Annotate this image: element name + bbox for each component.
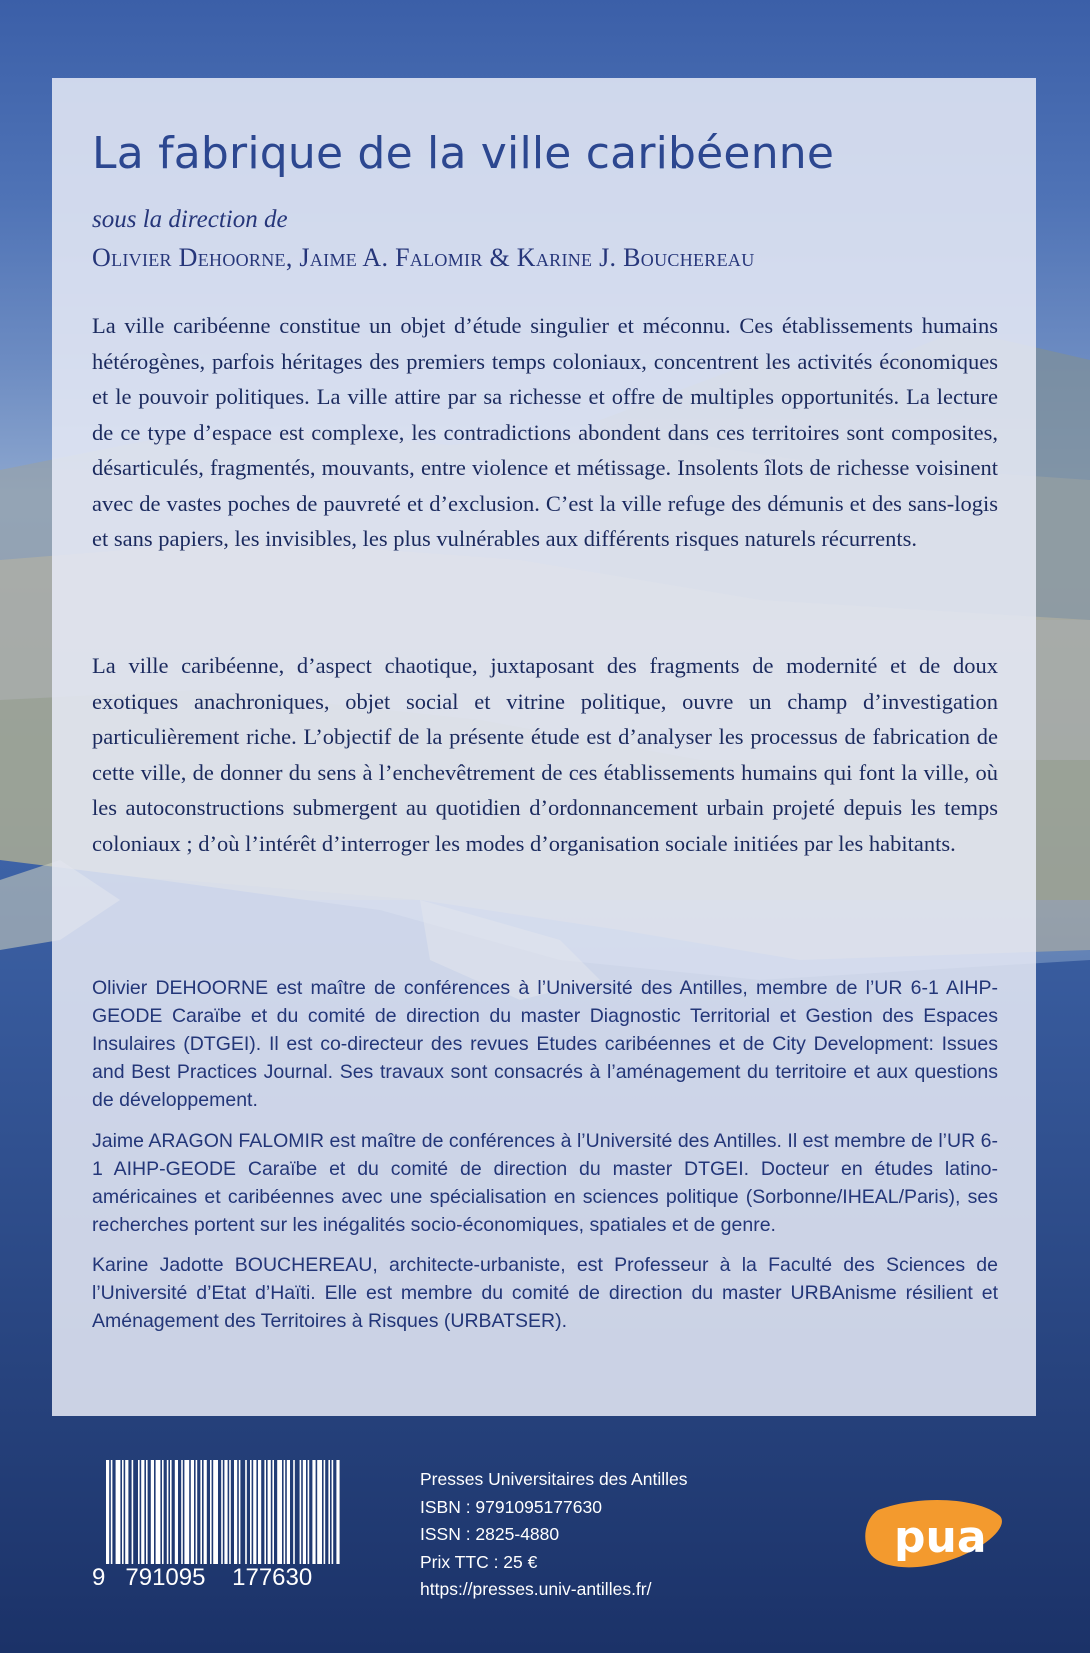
barcode-bar <box>213 1460 218 1564</box>
barcode-bar <box>106 1460 109 1564</box>
barcode-bar <box>239 1460 241 1564</box>
book-title: La fabrique de la ville caribéenne <box>92 128 835 179</box>
barcode-bar <box>336 1460 339 1564</box>
barcode-bar <box>312 1460 315 1564</box>
summary-paragraph-2: La ville caribéenne, d’aspect chaotique, juxtaposant des fragments de modernité et de doux exotiques anachroniques, objet social et vitrine politique, ouvre un champ d’investigation particulièrement riche. L’objectif de la présente étude est d’analyser les processus de fabrication de cette ville, de donner du sens à l’enchevêtrement de ces établissements humains qui font la ville, où les autoconstructions submergent au quotidien d’ordonnancement urbain projeté depuis les temps coloniaux ; d’où l’intérêt d’interroger les modes d’organisation sociale initiées par les habitants. <box>92 653 998 856</box>
barcode-digits-left: 791095 <box>125 1564 206 1591</box>
barcode-bar <box>264 1460 266 1564</box>
editors-intro: sous la direction de <box>92 206 288 233</box>
barcode-bar <box>162 1460 164 1564</box>
publisher-info <box>420 1466 687 1604</box>
barcode-bar <box>268 1460 271 1564</box>
barcode-bar <box>300 1460 302 1564</box>
barcode-bar <box>277 1460 282 1564</box>
price-line: Prix TTC : 25 € <box>420 1551 538 1572</box>
barcode-digit-first: 9 <box>92 1564 106 1591</box>
barcode-bar <box>175 1460 178 1564</box>
barcode-bar <box>204 1460 207 1564</box>
barcode-bar <box>196 1460 198 1564</box>
barcode-bar <box>181 1460 183 1564</box>
barcode-bar <box>184 1460 189 1564</box>
barcode-bar <box>200 1460 202 1564</box>
barcode-bar <box>317 1460 322 1564</box>
editors-names: Olivier Dehoorne, Jaime A. Falomir & Karine J. Bouchereau <box>92 243 755 272</box>
barcode-bar <box>170 1460 172 1564</box>
publisher-url: https://presses.univ-antilles.fr/ <box>420 1579 652 1599</box>
barcode-bar <box>293 1460 295 1564</box>
barcode-bar <box>167 1460 169 1564</box>
barcode-bar <box>122 1460 124 1564</box>
summary-paragraph-1: La ville caribéenne constitue un objet d’étude singulier et méconnu. Ces établissements humains hétérogènes, parfois héritages des premiers temps coloniaux, concentrent les activités économiques et le pouvoir politiques. La ville attire par sa richesse et offre de multiples opportunités. La lecture de ce type d’espace est complexe, les contradictions abondent dans ces territoires sont composites, désarticulés, fragmentés, mouvants, entre violence et métissage. Insolents îlots de richesse voisinent avec de vastes poches de pauvreté et d’exclusion. C’est la ville refuge des démunis et des sans-logis et sans papiers, les invisibles, les plus vulnérables aux différents risques naturels récurrents. <box>92 313 998 551</box>
bio-falomir: Jaime ARAGON FALOMIR est maître de conférences à l’Université des Antilles. Il est membre de l’UR 6-1 AIHP-GEODE Caraïbe et du comité de direction du master DTGEI. Docteur en études latino-américaines et caribéennes avec une spécialisation en sciences politique (Sorbonne/IHEAL/Paris), ses recherches portent sur les inégalités socio-économiques, spatiales et de genre. <box>92 1130 998 1236</box>
pua-logo <box>860 1490 1010 1580</box>
publisher-name: Presses Universitaires des Antilles <box>420 1469 688 1489</box>
barcode-bar <box>234 1460 237 1564</box>
barcode-bar <box>308 1460 310 1564</box>
barcode-bar <box>328 1460 330 1564</box>
barcode-bar <box>224 1460 227 1564</box>
barcode-bar <box>258 1460 261 1564</box>
barcode-bar <box>332 1460 334 1564</box>
isbn-line: ISBN : 9791095177630 <box>420 1496 602 1517</box>
barcode-bar <box>221 1460 223 1564</box>
barcode-bar <box>191 1460 194 1564</box>
barcode-bar <box>132 1460 134 1564</box>
barcode-bar <box>303 1460 306 1564</box>
barcode-bar <box>151 1460 154 1564</box>
barcode-bar <box>250 1460 252 1564</box>
barcode-bar <box>284 1460 286 1564</box>
barcode-bar <box>210 1460 212 1564</box>
barcode-bar <box>125 1460 128 1564</box>
barcode-bar <box>141 1460 144 1564</box>
barcode-bar <box>245 1460 247 1564</box>
barcode-bar <box>229 1460 231 1564</box>
barcode-bar <box>111 1460 113 1564</box>
barcode-bar <box>272 1460 274 1564</box>
issn-line: ISSN : 2825-4880 <box>420 1524 560 1544</box>
bio-bouchereau: Karine Jadotte BOUCHEREAU, architecte-urbaniste, est Professeur à la Faculté des Sciences de l’Université d’Etat d’Haïti. Elle est membre du comité de direction du master URBAnisme résilient et Aménagement des Territoires à Risques (URBATSER). <box>92 1254 998 1332</box>
barcode-bar <box>287 1460 290 1564</box>
barcode-bar <box>146 1460 148 1564</box>
svg-text:pua: pua <box>894 1512 987 1563</box>
barcode-bar <box>116 1460 121 1564</box>
barcode-bar <box>253 1460 256 1564</box>
barcode-digits <box>92 1564 350 1592</box>
barcode-bar <box>156 1460 161 1564</box>
bio-dehoorne: Olivier DEHOORNE est maître de conférences à l’Université des Antilles, membre de l’UR 6-1 AIHP-GEODE Caraïbe et du comité de direction du master Diagnostic Territorial et Gestion des Espaces Insulaires (DTGEI). Il est co-directeur des revues Etudes caribéennes et de City Development: Issues and Best Practices Journal. Ses travaux sont consacrés à l’aménagement du territoire et aux questions de développement. <box>92 977 998 1111</box>
barcode-bar <box>324 1460 326 1564</box>
barcode-bar <box>138 1460 140 1564</box>
barcode-digits-right: 177630 <box>232 1564 313 1591</box>
